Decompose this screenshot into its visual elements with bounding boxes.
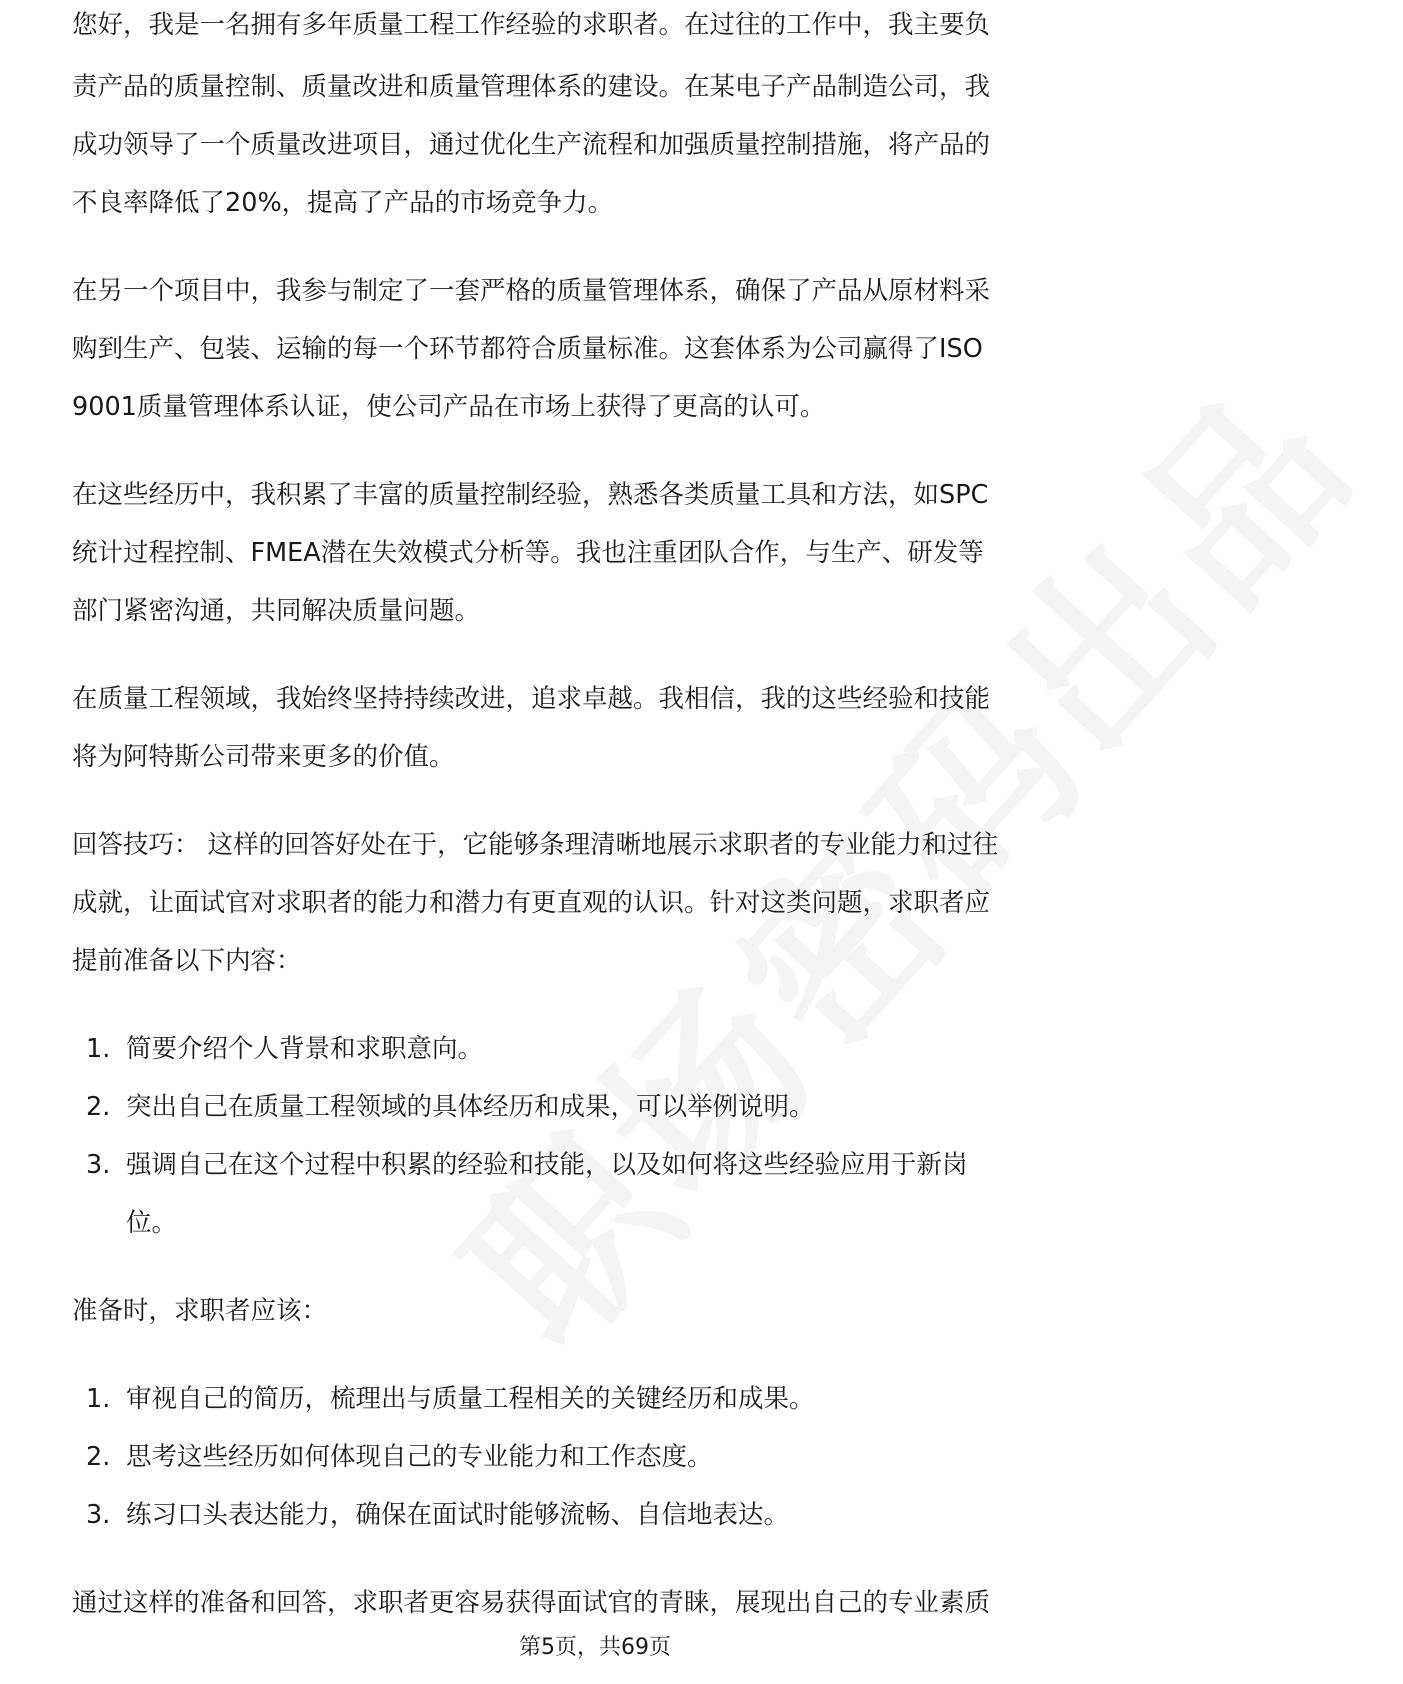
paragraph-line: 在这些经历中，我积累了丰富的质量控制经验，熟悉各类质量工具和方法，如SPC [72, 480, 989, 510]
paragraph-line: 回答技巧： 这样的回答好处在于，它能够条理清晰地展示求职者的专业能力和过往 [72, 830, 999, 860]
list-text: 练习口头表达能力，确保在面试时能够流畅、自信地表达。 [126, 1500, 790, 1530]
list-text: 审视自己的简历，梳理出与质量工程相关的关键经历和成果。 [126, 1384, 815, 1414]
partial-top-line [72, 10, 1122, 58]
list-item [72, 1020, 1122, 1078]
paragraph-line: 提前准备以下内容： [72, 946, 302, 976]
paragraph-line: 不良率降低了20%，提高了产品的市场竞争力。 [72, 188, 614, 218]
list-item [72, 1370, 1122, 1428]
paragraph-answer-tips [72, 816, 1122, 990]
paragraph-line: 将为阿特斯公司带来更多的价值。 [72, 742, 455, 772]
paragraph-line: 9001质量管理体系认证，使公司产品在市场上获得了更高的认可。 [72, 392, 826, 422]
paragraph-line: 您好，我是一名拥有多年质量工程工作经验的求职者。在过往的工作中，我主要负 [72, 10, 991, 40]
paragraph-closing [72, 670, 1122, 786]
list-text: 思考这些经历如何体现自己的专业能力和工作态度。 [126, 1442, 713, 1472]
list-text: 突出自己在质量工程领域的具体经历和成果，可以举例说明。 [126, 1092, 815, 1122]
paragraph-line: 成就，让面试官对求职者的能力和潜力有更直观的认识。针对这类问题，求职者应 [72, 888, 991, 918]
list-number: 2. [86, 1092, 111, 1122]
paragraph-line: 部门紧密沟通，共同解决质量问题。 [72, 596, 481, 626]
paragraph-prep-intro: 准备时，求职者应该： [72, 1296, 328, 1326]
page-number: 第5页，共69页 [519, 1635, 671, 1660]
list-number: 1. [86, 1034, 111, 1064]
list-number: 1. [86, 1384, 111, 1414]
paragraph-line: 责产品的质量控制、质量改进和质量管理体系的建设。在某电子产品制造公司，我 [72, 72, 991, 102]
paragraph-line: 统计过程控制、FMEA潜在失效模式分析等。我也注重团队合作，与生产、研发等 [72, 538, 984, 568]
list-text: 强调自己在这个过程中积累的经验和技能，以及如何将这些经验应用于新岗 [126, 1150, 968, 1180]
paragraph-experience [72, 58, 1122, 232]
preparation-steps-list [72, 1370, 1122, 1544]
paragraph-line: 在另一个项目中，我参与制定了一套严格的质量管理体系，确保了产品从原材料采 [72, 276, 991, 306]
paragraph-skills [72, 466, 1122, 640]
list-item [72, 1486, 1122, 1544]
list-item [72, 1078, 1122, 1136]
paragraph-quality-system [72, 262, 1122, 436]
list-number: 3. [86, 1150, 111, 1180]
list-number: 3. [86, 1500, 111, 1530]
page-content [72, 10, 1122, 1632]
list-item [72, 1428, 1122, 1486]
list-text: 简要介绍个人背景和求职意向。 [126, 1034, 484, 1064]
list-number: 2. [86, 1442, 111, 1472]
preparation-content-list [72, 1020, 1122, 1252]
paragraph-line: 在质量工程领域，我始终坚持持续改进，追求卓越。我相信，我的这些经验和技能 [72, 684, 991, 714]
list-item [72, 1136, 1122, 1252]
paragraph-final: 通过这样的准备和回答，求职者更容易获得面试官的青睐，展现出自己的专业素质 [72, 1588, 991, 1618]
paragraph-line: 成功领导了一个质量改进项目，通过优化生产流程和加强质量控制措施，将产品的 [72, 130, 991, 160]
paragraph-line: 购到生产、包装、运输的每一个环节都符合质量标准。这套体系为公司赢得了ISO [72, 334, 983, 364]
list-text-continued: 位。 [126, 1208, 178, 1238]
